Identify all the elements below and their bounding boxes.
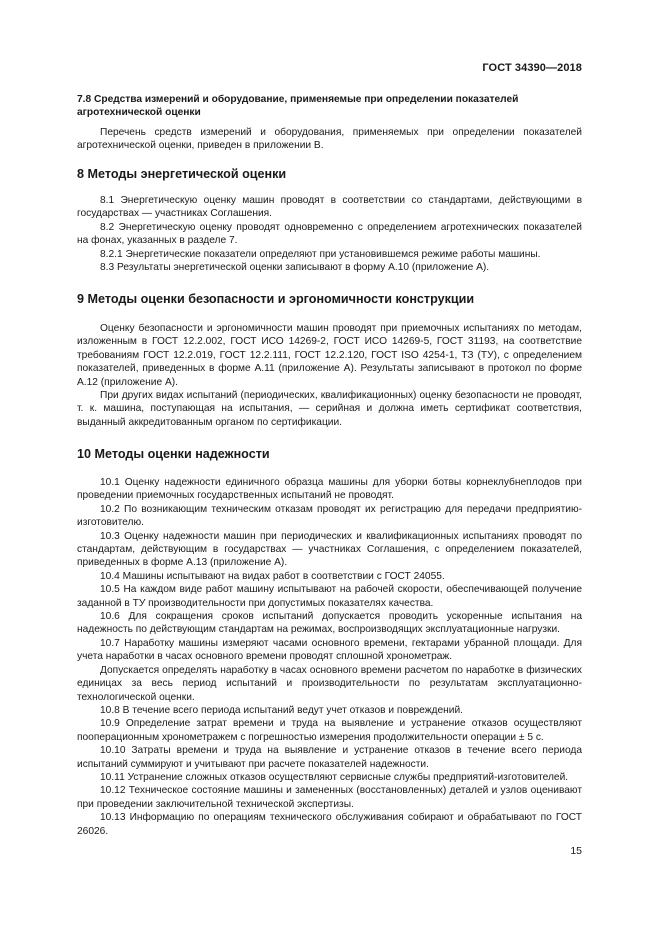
- paragraph-10-7: 10.7 Наработку машины измеряют часами основного времени, гектарами убранной площади. Для учета наработки в часах основного времени проводят сплошной хронометраж.: [77, 637, 582, 663]
- section-heading-8: 8 Методы энергетической оценки: [77, 167, 287, 181]
- document-code-header: ГОСТ 34390—2018: [482, 62, 582, 74]
- paragraph-10-7-note: Допускается определять наработку в часах основного времени расчетом по наработке в физических единицах за весь период испытаний и производительности по результатам эксплуатационно-технологической оценки.: [77, 664, 582, 703]
- paragraph-10-13: 10.13 Информацию по операциям технического обслуживания собирают и обрабатывают по ГОСТ 26026.: [77, 812, 582, 837]
- paragraph-9-2: При других видах испытаний (периодических, квалификационных) оценку безопасности не проводят, т. к. машина, поступающая на испытания, — серийная и должна иметь сертификат соответствия, выданный аккредитованным органом по сертификации.: [77, 390, 582, 428]
- section-9: [77, 292, 582, 429]
- paragraph-8-3: 8.3 Результаты энергетической оценки записывают в форму А.10 (приложение А).: [100, 262, 490, 274]
- section-heading-10: 10 Методы оценки надежности: [77, 447, 270, 461]
- section-7-8-body: [77, 126, 582, 153]
- paragraph-10-6: 10.6 Для сокращения сроков испытаний допускается проводить ускоренные испытания на надежность по действующим стандартам на режимах, воспроизводящих эксплуатационные нагрузки.: [77, 611, 582, 636]
- paragraph-9-1: Оценку безопасности и эргономичности машин проводят при приемочных испытаниях по методам, изложенным в ГОСТ 12.2.002, ГОСТ ИСО 14269-2, ГОСТ ИСО 14269-5, ГОСТ 31193, на соответствие требованиям ГОСТ 12.2.019, ГОСТ 12.2.111, ГОСТ 12.2.120, ГОСТ ISO 4254-1, ТЗ (ТУ), с определением показателей, приведенных в форме А.11 (приложение А). Результаты записывают в протокол по форме А.12 (приложение А).: [77, 323, 582, 388]
- paragraph-10-8: 10.8 В течение всего периода испытаний ведут учет отказов и повреждений.: [100, 704, 463, 716]
- paragraph-10-2: 10.2 По возникающим техническим отказам проводят их регистрацию для передачи предприятию-изготовителю.: [77, 503, 582, 529]
- paragraph-10-1: 10.1 Оценку надежности единичного образца машины для уборки ботвы корнеклубнеплодов при проведении приемочных государственных испытаний не проводят.: [77, 477, 582, 502]
- paragraph-7-8-list: Перечень средств измерений и оборудования, применяемых при определении показателей агротехнической оценки, приведен в приложении В.: [77, 127, 582, 152]
- paragraph-8-2-1: 8.2.1 Энергетические показатели определяют при установившемся режиме работы машины.: [100, 248, 541, 260]
- paragraph-10-9: 10.9 Определение затрат времени и труда на выявление и устранение отказов осуществляют пооперационным хронометражем с погрешностью измерения продолжительности операции ± 5 с.: [77, 718, 582, 743]
- section-8: [77, 167, 582, 274]
- paragraph-10-11: 10.11 Устранение сложных отказов осуществляют сервисные службы предприятий-изготовителей.: [100, 771, 569, 783]
- paragraph-10-4: 10.4 Машины испытывают на видах работ в соответствии с ГОСТ 24055.: [100, 570, 445, 582]
- section-10: [77, 447, 582, 838]
- page-number: 15: [570, 845, 582, 857]
- paragraph-10-5: 10.5 На каждом виде работ машину испытывают на рабочей скорости, обеспечивающей получение заданной в ТУ производительности при допустимых показателях качества.: [77, 584, 582, 609]
- paragraph-10-3: 10.3 Оценку надежности машин при периодических и квалификационных испытаниях проводят по стандартам, действующим в государствах — участниках Соглашения, с определением показателей, приведенных в форме А.13 (приложение А).: [77, 530, 582, 569]
- paragraph-8-2: 8.2 Энергетическую оценку проводят одновременно с определением агротехнических показателей на фонах, указанных в разделе 7.: [77, 221, 582, 247]
- subsection-heading-7-8: 7.8 Средства измерений и оборудование, применяемые при определении показателей агротехнической оценки: [77, 94, 519, 118]
- paragraph-10-12: 10.12 Техническое состояние машины и замененных (восстановленных) деталей и узлов оценивают при проведении заключительной технической экспертизы.: [77, 785, 582, 810]
- paragraph-8-1: 8.1 Энергетическую оценку машин проводят в соответствии со стандартами, действующими в государствах — участниках Соглашения.: [77, 195, 582, 220]
- section-heading-9: 9 Методы оценки безопасности и эргономичности конструкции: [77, 292, 475, 306]
- paragraph-10-10: 10.10 Затраты времени и труда на выявление и устранение отказов в течение всего периода испытаний суммируют и учитывают при расчете показателей надежности.: [77, 745, 582, 770]
